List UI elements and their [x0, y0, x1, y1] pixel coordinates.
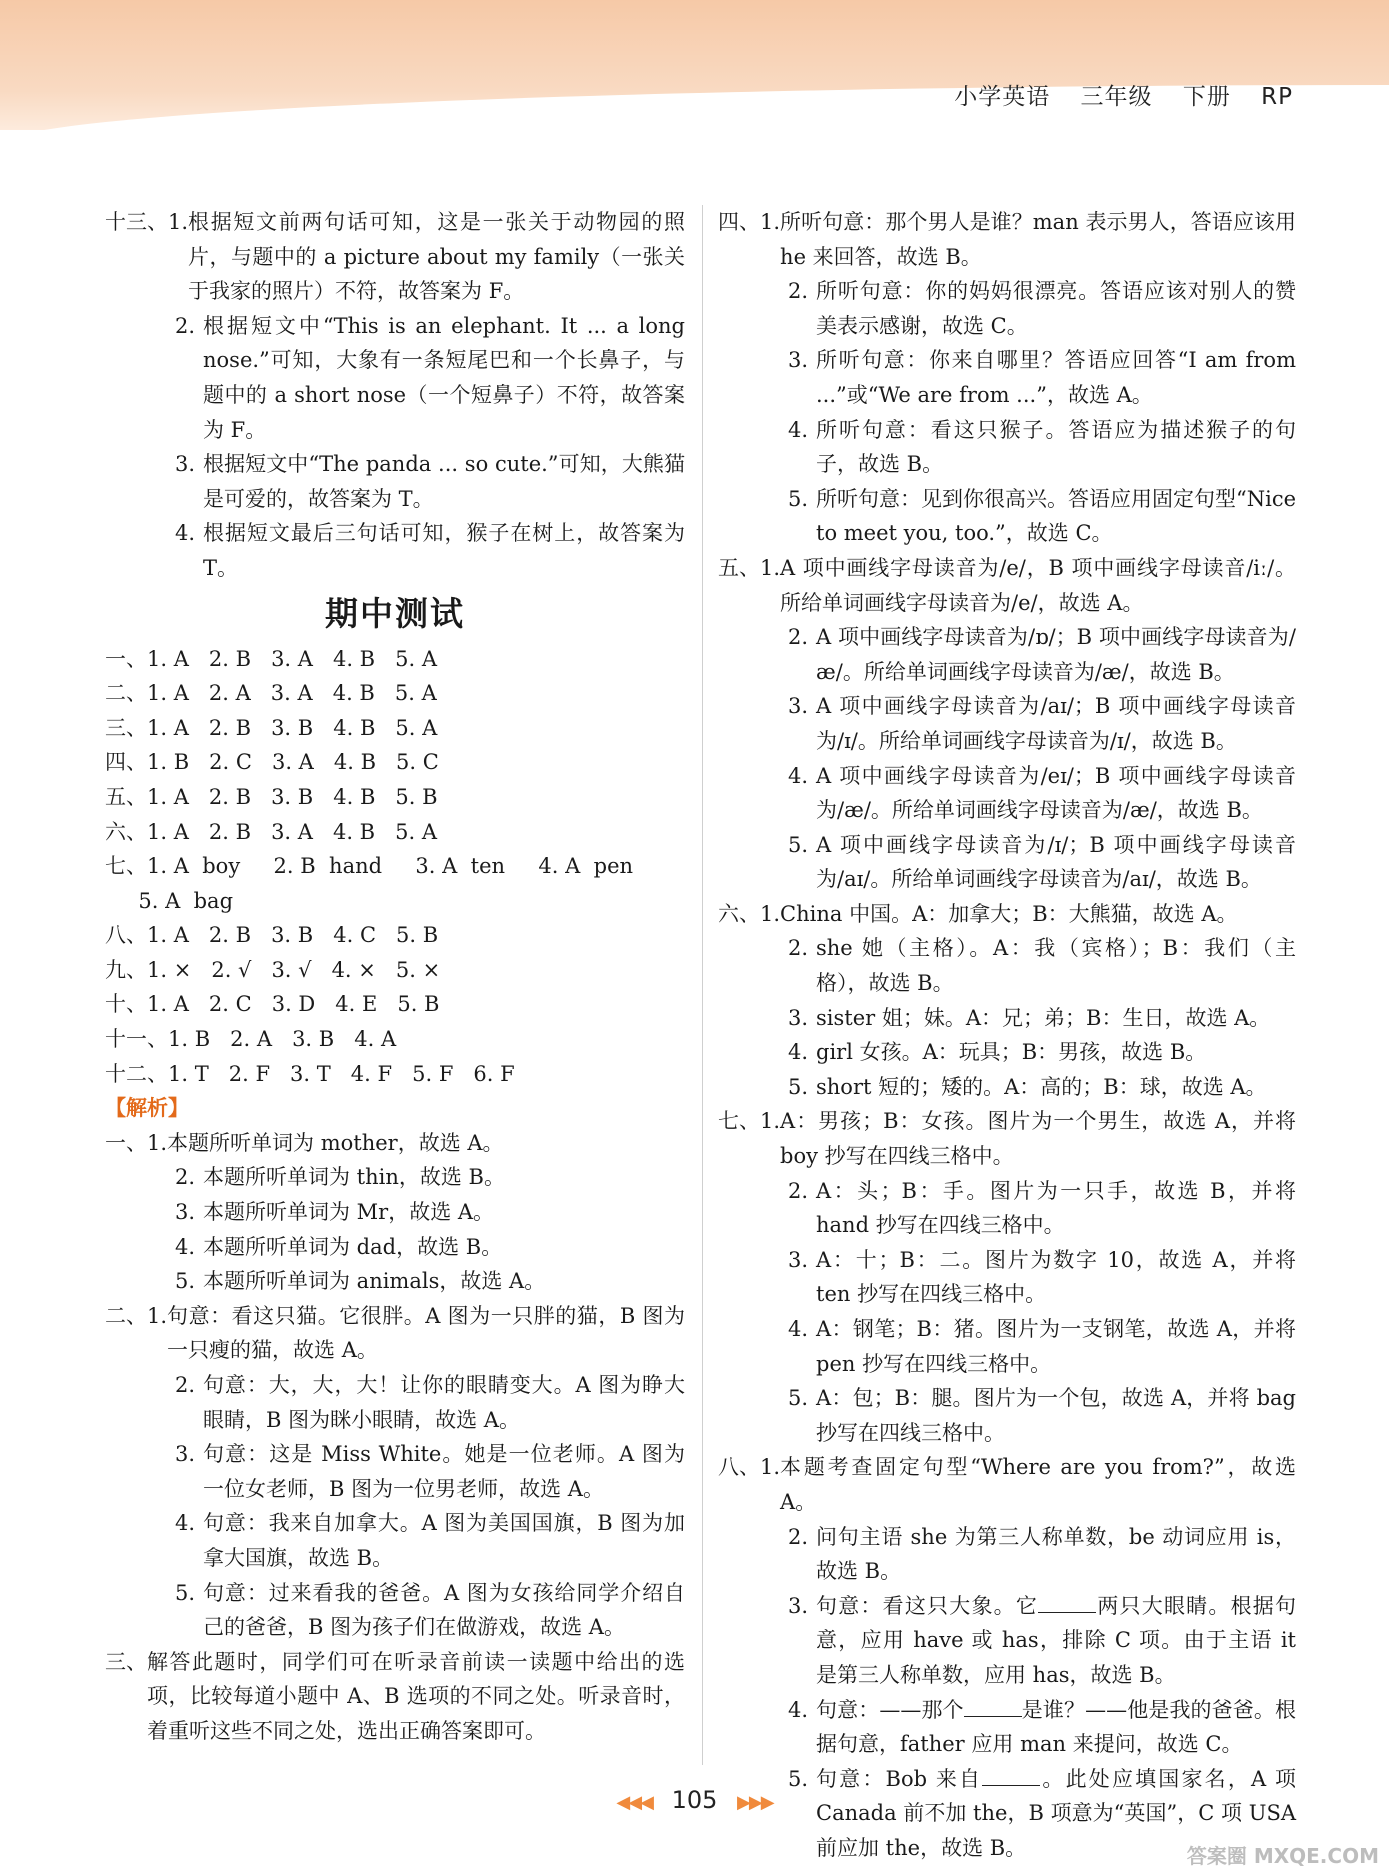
header-info: [932, 78, 1293, 111]
next-arrows-icon: ▶▶▶: [737, 1792, 773, 1813]
explanation-item: 五、1. A 项中画线字母读音为/e/，B 项中画线字母读音/iː/。所给单词画线字母读音为/e/，故选 A。: [718, 555, 1296, 615]
explanation-item: 七、1. A：男孩；B：女孩。图片为一个男生，故选 A，并将 boy 抄写在四线三格中。: [718, 1109, 1296, 1169]
answer-blank: [982, 1765, 1040, 1786]
explanation-item: 4. A 项中画线字母读音为/eɪ/；B 项中画线字母读音为/æ/。所给单词画线字母读音为/æ/，故选 B。: [788, 763, 1296, 823]
explanation-item: 4. 所听句意：看这只猴子。答语应为描述猴子的句子，故选 B。: [788, 417, 1296, 477]
answer-blank: [1038, 1592, 1096, 1613]
explanation-item: 5. A：包；B：腿。图片为一个包，故选 A，并将 bag 抄写在四线三格中。: [788, 1386, 1296, 1445]
explanation-item: 2. A 项中画线字母读音为/ɒ/；B 项中画线字母读音为/æ/。所给单词画线字母读音为/æ/，故选 B。: [788, 625, 1296, 684]
explanation-item: 2. 句意：大，大，大！让你的眼睛变大。A 图为睁大眼睛，B 图为眯小眼睛，故选 A。: [175, 1373, 685, 1432]
header-volume: 下册: [1182, 84, 1231, 110]
answer-row: 一、1. A 2. B 3. A 4. B 5. A: [105, 646, 438, 671]
explanation-item: 3. 所听句意：你来自哪里？答语应回答“I am from ...”或“We are from ...”，故选 A。: [788, 348, 1296, 407]
explanation-item: 5. 句意：过来看我的爸爸。A 图为女孩给同学介绍自己的爸爸，B 图为孩子们在做游戏，故选 A。: [175, 1580, 685, 1640]
page-number: 105: [671, 1786, 718, 1814]
explanation-item: 八、1. 本题考查固定句型“Where are you from?”，故选 A。: [718, 1455, 1296, 1514]
answer-row: 六、1. A 2. B 3. A 4. B 5. A: [105, 819, 438, 844]
answer-row: 四、1. B 2. C 3. A 4. B 5. C: [105, 750, 439, 775]
page-footer: [0, 1786, 1389, 1814]
explanation-item: 3. A：十；B：二。图片为数字 10，故选 A，并将 ten 抄写在四线三格中。: [788, 1247, 1296, 1307]
header-subject: 小学英语: [954, 84, 1051, 110]
answer-row: 二、1. A 2. A 3. A 4. B 5. A: [105, 681, 437, 706]
explanation-item: 5. A 项中画线字母读音为/ɪ/；B 项中画线字母读音为/aɪ/。所给单词画线字母读音为/aɪ/，故选 B。: [788, 832, 1296, 892]
explanation-item: 3. A 项中画线字母读音为/aɪ/；B 项中画线字母读音为/ɪ/。所给单词画线字母读音为/ɪ/，故选 B。: [788, 694, 1296, 753]
explanation-item: 六、1. China 中国。A：加拿大；B：大熊猫，故选 A。: [718, 901, 1238, 926]
watermark: 答案圈 MXQE.COM: [1186, 1844, 1379, 1868]
explanation-item: 四、1. 所听句意：那个男人是谁？man 表示男人，答语应该用 he 来回答，故选 B。: [718, 210, 1296, 269]
answer-row: 十一、1. B 2. A 3. B 4. A: [105, 1027, 397, 1052]
explanation-item: 4. 句意：我来自加拿大。A 图为美国国旗，B 图为加拿大国旗，故选 B。: [175, 1511, 685, 1570]
explanation-item: 4. A：钢笔；B：猪。图片为一支钢笔，故选 A，并将 pen 抄写在四线三格中。: [788, 1317, 1296, 1376]
explanation-item: 5. 本题所听单词为 animals，故选 A。: [175, 1269, 546, 1294]
header-grade: 三年级: [1080, 84, 1153, 110]
explanation-item: 2. 问句主语 she 为第三人称单数，be 动词应用 is，故选 B。: [788, 1524, 1296, 1584]
explanation-item: 5. short 短的；矮的。A：高的；B：球，故选 A。: [788, 1074, 1267, 1099]
left-column: [105, 205, 685, 1749]
explanation-item: 5. 句意：Bob 来自 。此处应填国家名，A 项 Canada 前不加 the，B 项意为“英国”，C 项 USA 前应加 the，故选 B。: [788, 1766, 1297, 1860]
answer-row: 十、1. A 2. C 3. D 4. E 5. B: [105, 992, 440, 1017]
section-title: 期中测试: [325, 593, 465, 633]
answer-row: 五、1. A 2. B 3. B 4. B 5. B: [105, 784, 438, 809]
explanation-item: 三、 解答此题时，同学们可在听录音前读一读题中给出的选项，比较每道小题中 A、B 选项的不同之处。听录音时，着重听这些不同之处，选出正确答案即可。: [105, 1649, 685, 1743]
explanation-item: 2. 根据短文中“This is an elephant. It ... a long nose.”可知，大象有一条短尾巴和一个长鼻子，与题中的 a short nose（一个短鼻子）不符，故答案为 F。: [175, 313, 685, 442]
explanation-item: 3. 句意：看这只大象。它 两只大眼睛。根据句意，应用 have 或 has，排除 C 项。由于主语 it 是第三人称单数，应用 has，故选 B。: [788, 1593, 1297, 1687]
explanation-item: 3. sister 姐；妹。A：兄；弟；B：生日，故选 A。: [788, 1005, 1271, 1030]
answer-row: 七、1. A boy 2. B hand 3. A ten 4. A pen: [105, 854, 634, 879]
answer-row: 九、1. × 2. √ 3. √ 4. × 5. ×: [105, 957, 441, 982]
column-divider: [702, 205, 703, 1765]
explanation-item: 2. 本题所听单词为 thin，故选 B。: [175, 1165, 505, 1190]
explanation-item: 5. 所听句意：见到你很高兴。答语应用固定句型“Nice to meet you, too.”，故选 C。: [788, 486, 1297, 546]
explanation-item: 3. 本题所听单词为 Mr，故选 A。: [175, 1200, 495, 1225]
header-edition: RP: [1261, 84, 1293, 110]
explanation-item: 2. 所听句意：你的妈妈很漂亮。答语应该对别人的赞美表示感谢，故选 C。: [788, 279, 1296, 338]
explanation-item: 2. she 她（主格）。A：我（宾格）；B：我们（主格），故选 B。: [788, 936, 1296, 996]
answer-row: 八、1. A 2. B 3. B 4. C 5. B: [105, 923, 439, 948]
explanation-item: 4. 句意：——那个 是谁？——他是我的爸爸。根据句意，father 应用 man 来提问，故选 C。: [788, 1697, 1297, 1757]
explanation-item: 一、1. 本题所听单词为 mother，故选 A。: [105, 1130, 504, 1155]
explanation-item: 3. 根据短文中“The panda ... so cute.”可知，大熊猫是可爱的，故答案为 T。: [175, 452, 685, 511]
explanation-item: 4. girl 女孩。A：玩具；B：男孩，故选 B。: [788, 1040, 1207, 1065]
jiexi-label: 【解析】: [105, 1096, 189, 1121]
explanation-item: 十三、1. 根据短文前两句话可知，这是一张关于动物园的照片，与题中的 a picture about my family（一张关于我家的照片）不符，故答案为 F。: [105, 210, 685, 304]
explanation-item: 二、1. 句意：看这只猫。它很胖。A 图为一只胖的猫，B 图为一只瘦的猫，故选 A。: [105, 1303, 685, 1363]
right-column: [718, 205, 1296, 1866]
answer-blank: [964, 1696, 1022, 1717]
answer-row: 十二、1. T 2. F 3. T 4. F 5. F 6. F: [105, 1061, 515, 1086]
answer-row: 三、1. A 2. B 3. B 4. B 5. A: [105, 715, 438, 740]
prev-arrows-icon: ◀◀◀: [616, 1792, 652, 1813]
explanation-item: 3. 句意：这是 Miss White。她是一位老师。A 图为一位女老师，B 图为一位男老师，故选 A。: [175, 1442, 685, 1501]
explanation-item: 2. A：头；B：手。图片为一只手，故选 B，并将 hand 抄写在四线三格中。: [788, 1178, 1296, 1238]
explanation-item: 4. 本题所听单词为 dad，故选 B。: [175, 1234, 503, 1259]
answer-row: 5. A bag: [105, 888, 234, 913]
explanation-item: 4. 根据短文最后三句话可知，猴子在树上，故答案为 T。: [175, 521, 685, 580]
